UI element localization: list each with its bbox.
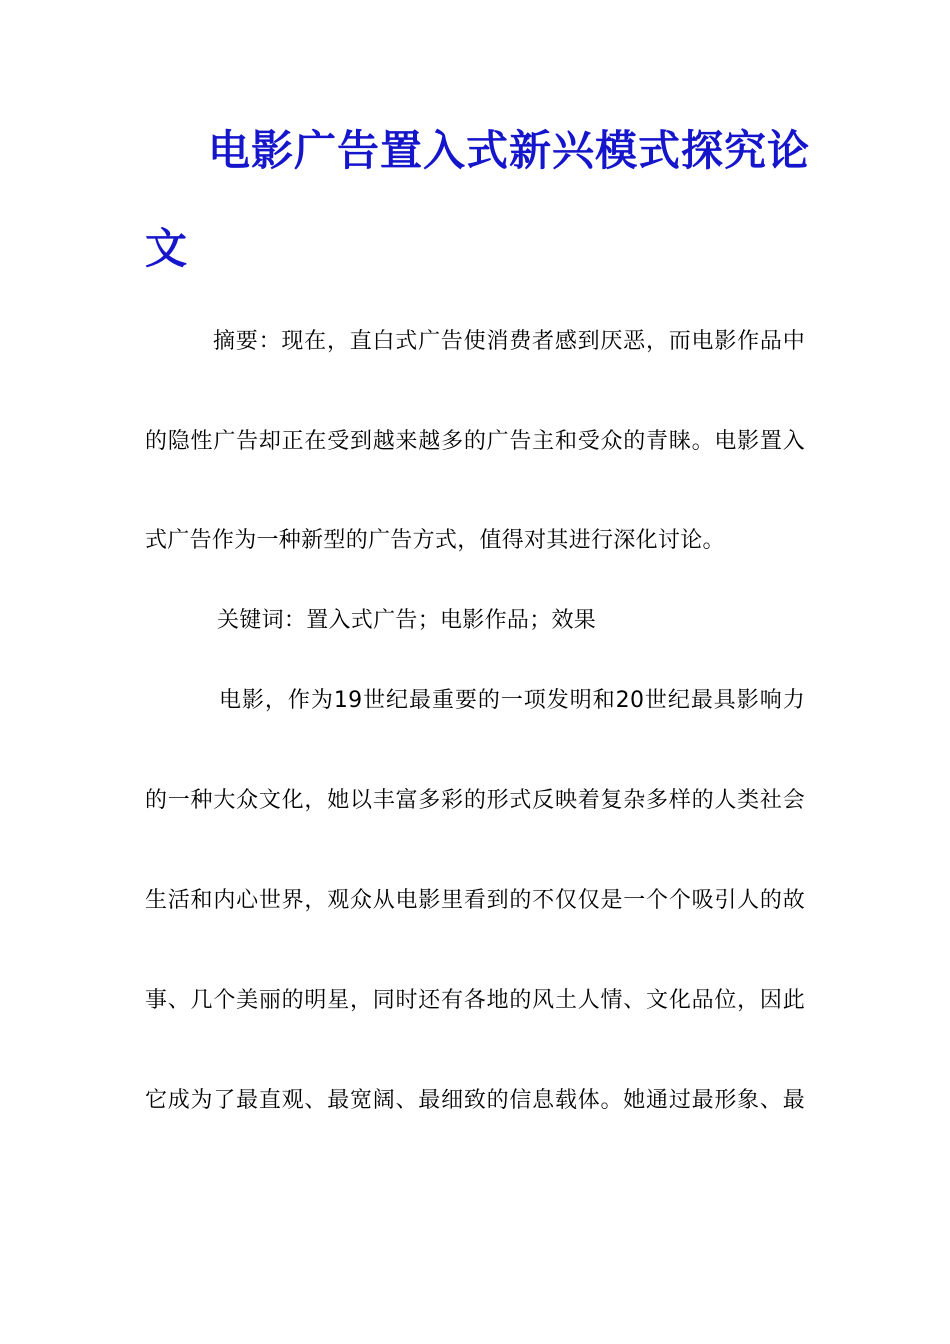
body-line-2: 的一种大众文化，她以丰富多彩的形式反映着复杂多样的人类社会 <box>145 788 805 813</box>
document-title-line-2: 文 <box>145 224 188 273</box>
body-line-3: 生活和内心世界，观众从电影里看到的不仅仅是一个个吸引人的故 <box>145 888 805 913</box>
body-line-5: 它成为了最直观、最宽阔、最细致的信息载体。她通过最形象、最 <box>145 1088 805 1113</box>
abstract-line-3: 式广告作为一种新型的广告方式，值得对其进行深化讨论。 <box>145 528 725 553</box>
body-line-4: 事、几个美丽的明星，同时还有各地的风土人情、文化品位，因此 <box>145 988 805 1013</box>
abstract-line-2: 的隐性广告却正在受到越来越多的广告主和受众的青睐。电影置入 <box>145 429 805 454</box>
body-line-1: 电影，作为19世纪最重要的一项发明和20世纪最具影响力 <box>219 688 805 713</box>
keywords-line: 关键词：置入式广告；电影作品；效果 <box>217 608 597 633</box>
abstract-line-1: 摘要：现在，直白式广告使消费者感到厌恶，而电影作品中 <box>213 329 805 354</box>
document-title-line-1: 电影广告置入式新兴模式探究论 <box>208 126 811 175</box>
